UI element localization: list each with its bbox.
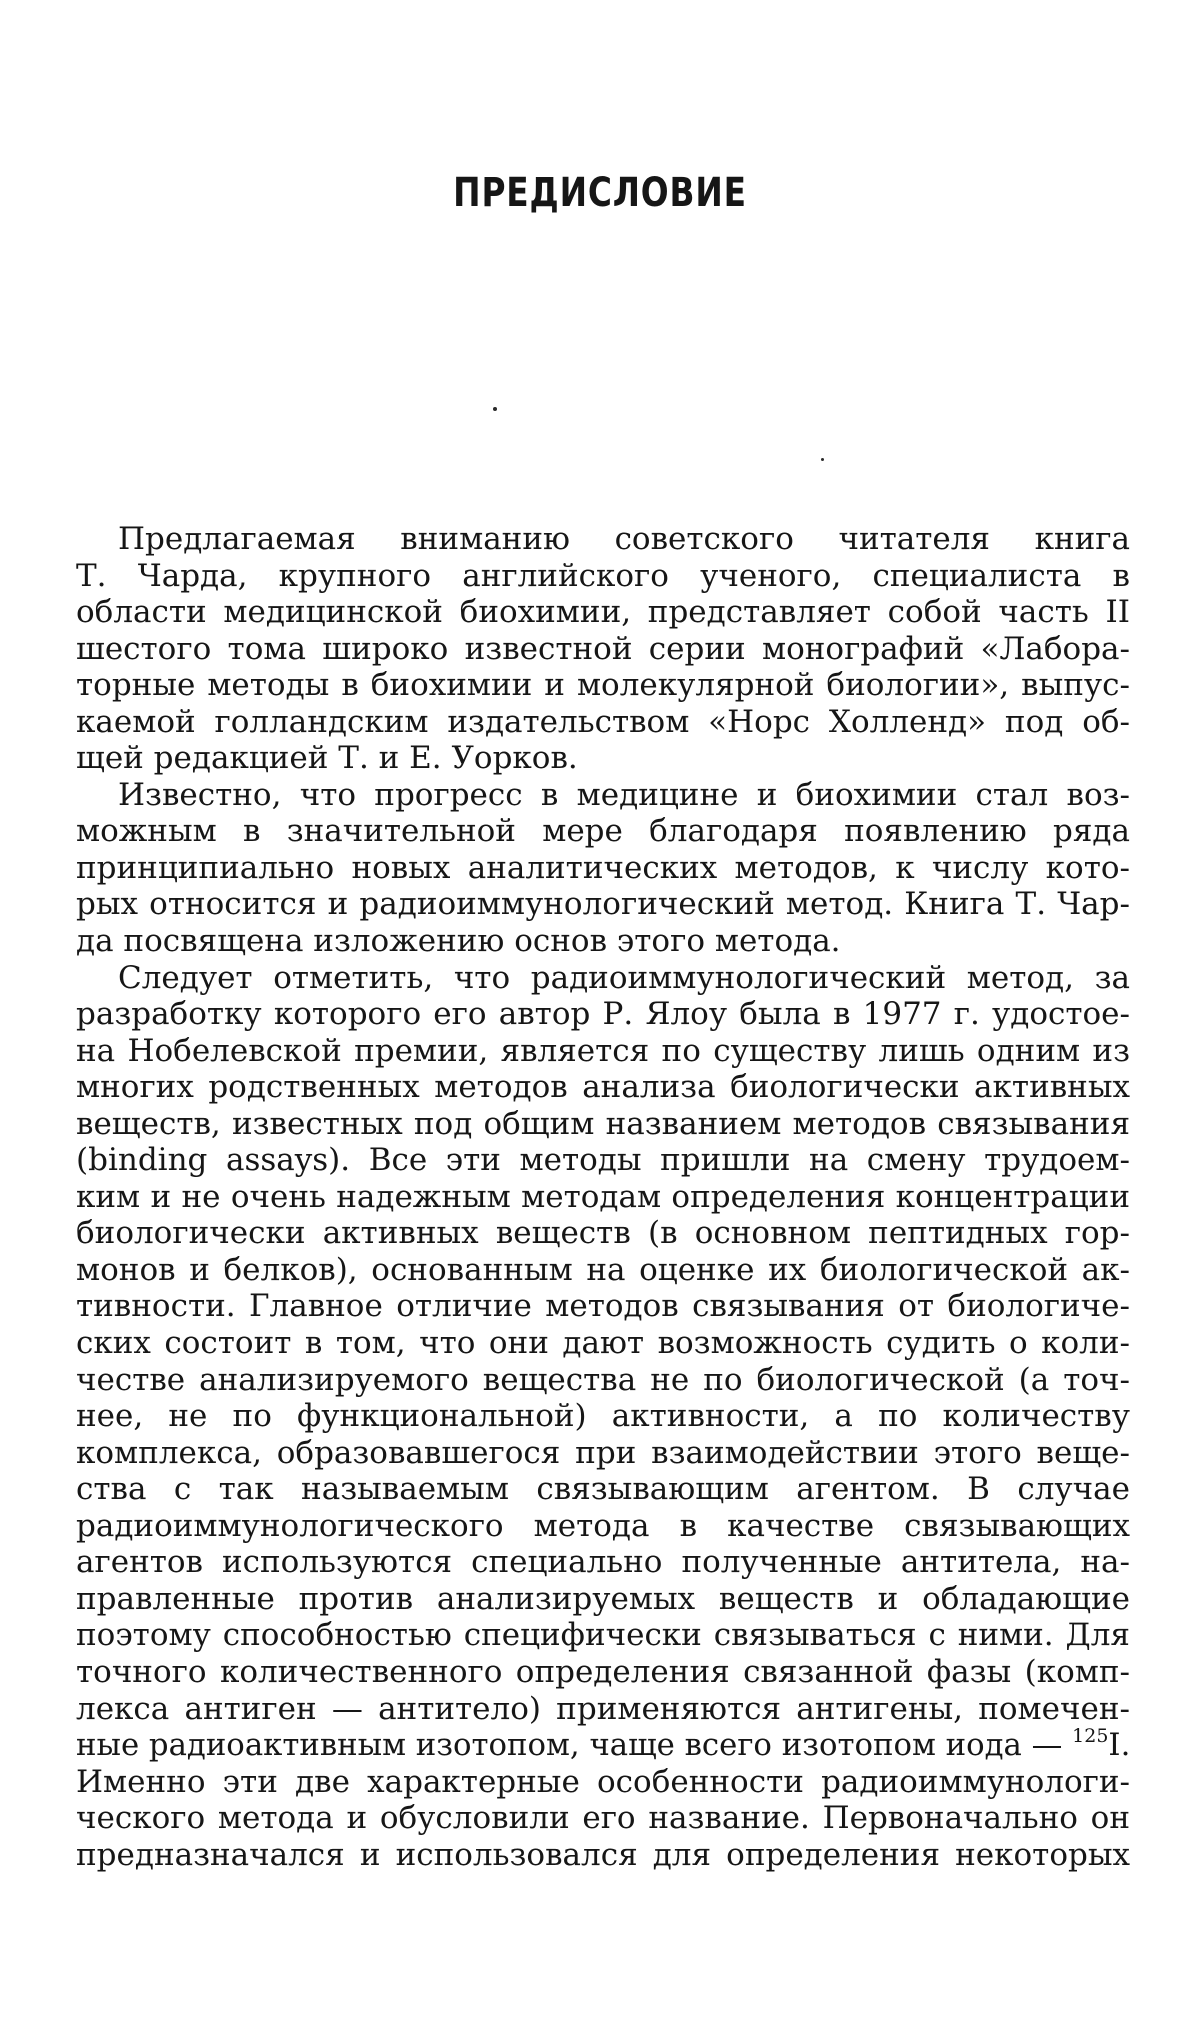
- print-speck: [493, 407, 497, 411]
- text-line: (binding assays). Все эти методы пришли на смену трудоем-: [76, 1142, 1130, 1179]
- text-line: ских состоит в том, что они дают возможность судить о коли-: [76, 1325, 1130, 1362]
- text-line-with-isotope: [76, 1727, 1130, 1764]
- isotope-symbol: I.: [1108, 1727, 1131, 1764]
- paragraph-3: [76, 960, 1130, 1874]
- text-line: правленные против анализируемых веществ и обладающие: [76, 1580, 1130, 1617]
- isotope-mass-number: 125: [1072, 1725, 1109, 1748]
- text-line: рых относится и радиоиммунологический метод. Книга Т. Чар-: [76, 886, 1130, 923]
- text-line: ческого метода и обусловили его название. Первоначально он: [76, 1800, 1130, 1837]
- paragraph-1: [76, 521, 1130, 777]
- text-line: щей редакцией Т. и Е. Уорков.: [76, 740, 578, 777]
- text-line-content: ные радиоактивным изотопом, чаще всего изотопом иода —: [76, 1727, 1063, 1764]
- text-line: радиоиммунологического метода в качестве связывающих: [76, 1507, 1130, 1544]
- text-line: принципиально новых аналитических методов, к числу кото-: [76, 849, 1130, 886]
- text-line: Т. Чарда, крупного английского ученого, специалиста в: [76, 557, 1130, 594]
- text-line: точного количественного определения связанной фазы (комп-: [76, 1653, 1130, 1690]
- text-line: Предлагаемая вниманию советского читателя книга: [118, 521, 1130, 557]
- text-line: Следует отметить, что радиоиммунологический метод, за: [118, 959, 1130, 996]
- text-line: шестого тома широко известной серии монографий «Лабора-: [76, 630, 1130, 667]
- text-line: честве анализируемого вещества не по биологической (а точ-: [76, 1361, 1130, 1398]
- text-line: можным в значительной мере благодаря появлению ряда: [76, 813, 1130, 850]
- text-line: монов и белков), основанным на оценке их биологической ак-: [76, 1251, 1130, 1288]
- text-line: веществ, известных под общим названием методов связывания: [76, 1105, 1130, 1142]
- text-line: ства с так называемым связывающим агентом. В случае: [76, 1471, 1130, 1508]
- text-line: поэтому способностью специфически связываться с ними. Для: [76, 1617, 1130, 1654]
- text-line: области медицинской биохимии, представляет собой часть II: [76, 594, 1130, 631]
- text-line: да посвящена изложению основ этого метода.: [76, 923, 841, 960]
- text-line: многих родственных методов анализа биологически активных: [76, 1069, 1130, 1106]
- text-line: Именно эти две характерные особенности радиоиммунологи-: [76, 1763, 1130, 1800]
- text-line: биологически активных веществ (в основном пептидных гор-: [76, 1215, 1130, 1252]
- text-line: Известно, что прогресс в медицине и биохимии стал воз-: [118, 776, 1130, 813]
- text-line: ким и не очень надежным методам определения концентрации: [76, 1178, 1130, 1215]
- paragraph-2: [76, 777, 1130, 960]
- page-title: ПРЕДИСЛОВИЕ: [453, 170, 747, 216]
- text-line: предназначался и использовался для определения некоторых: [76, 1836, 1130, 1873]
- text-line: каемой голландским издательством «Норс Холленд» под об-: [76, 703, 1130, 740]
- text-line: агентов используются специально полученные антитела, на-: [76, 1544, 1130, 1581]
- text-line: лекса антиген — антитело) применяются антигены, помечен-: [76, 1690, 1130, 1727]
- text-line: комплекса, образовавшегося при взаимодействии этого веще-: [76, 1434, 1130, 1471]
- text-line: нее, не по функциональной) активности, а по количеству: [76, 1398, 1130, 1435]
- print-speck: [821, 458, 824, 461]
- text-line: тивности. Главное отличие методов связывания от биологиче-: [76, 1288, 1130, 1325]
- text-line: торные методы в биохимии и молекулярной биологии», выпус-: [76, 667, 1130, 704]
- text-line: на Нобелевской премии, является по существу лишь одним из: [76, 1032, 1130, 1069]
- text-line: разработку которого его автор Р. Ялоу была в 1977 г. удостое-: [76, 996, 1130, 1033]
- preface-text: [76, 521, 1130, 1873]
